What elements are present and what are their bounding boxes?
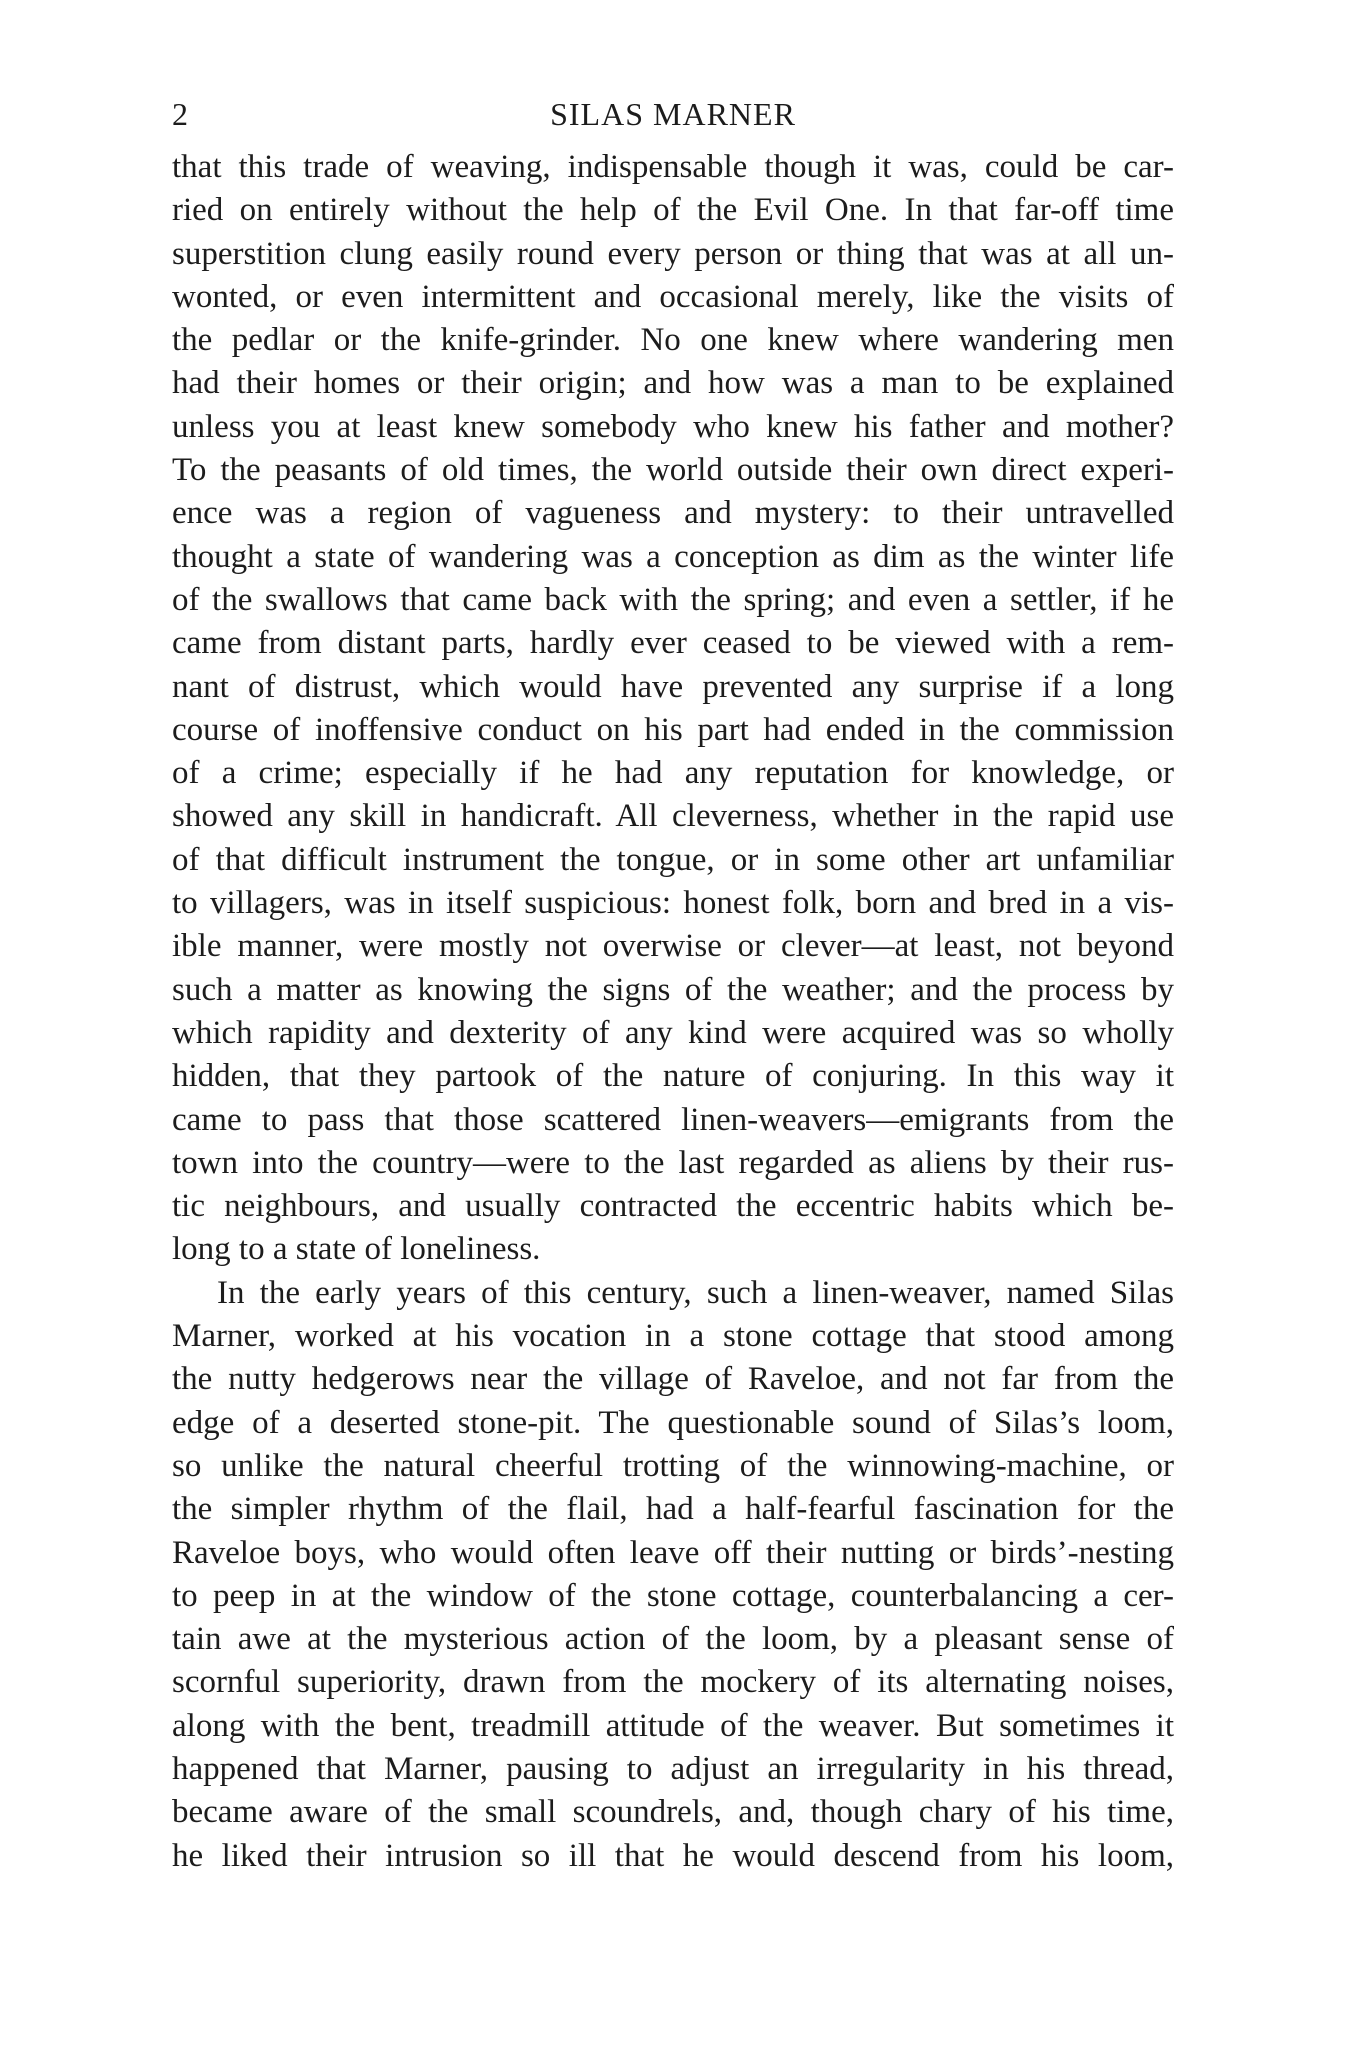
text-line: wonted, or even intermittent and occasional merely, like the visits of bbox=[172, 278, 1174, 315]
text-line: the nutty hedgerows near the village of Raveloe, and not far from the bbox=[172, 1361, 1174, 1398]
text-line: so unlike the natural cheerful trotting of the winnowing-machine, or bbox=[172, 1447, 1174, 1484]
text-line: of the swallows that came back with the spring; and even a settler, if he bbox=[172, 581, 1174, 618]
text-line: the pedlar or the knife-grinder. No one knew where wandering men bbox=[172, 322, 1174, 359]
text-line: showed any skill in handicraft. All cleverness, whether in the rapid use bbox=[172, 798, 1174, 835]
text-line: To the peasants of old times, the world outside their own direct experi- bbox=[172, 452, 1174, 489]
text-line: ible manner, were mostly not overwise or clever—at least, not beyond bbox=[172, 928, 1174, 965]
text-line: to villagers, was in itself suspicious: honest folk, born and bred in a vis- bbox=[172, 885, 1174, 922]
text-line: the simpler rhythm of the flail, had a half-fearful fascination for the bbox=[172, 1491, 1174, 1528]
text-line: tain awe at the mysterious action of the loom, by a pleasant sense of bbox=[172, 1621, 1174, 1658]
running-title: SILAS MARNER bbox=[550, 96, 796, 132]
text-line: came from distant parts, hardly ever ceased to be viewed with a rem- bbox=[172, 625, 1174, 662]
text-line: of a crime; especially if he had any reputation for knowledge, or bbox=[172, 755, 1174, 792]
page-number: 2 bbox=[172, 96, 189, 132]
text-line: hidden, that they partook of the nature of conjuring. In this way it bbox=[172, 1058, 1174, 1095]
text-line: In the early years of this century, such a linen-weaver, named Silas bbox=[217, 1274, 1174, 1311]
text-line: course of inoffensive conduct on his part had ended in the commission bbox=[172, 711, 1174, 748]
text-line: superstition clung easily round every person or thing that was at all un- bbox=[172, 235, 1174, 272]
text-line: which rapidity and dexterity of any kind were acquired was so wholly bbox=[172, 1014, 1174, 1051]
text-line: Raveloe boys, who would often leave off their nutting or birds’-nesting bbox=[172, 1534, 1174, 1571]
paragraph-1 bbox=[172, 146, 1174, 1272]
text-line: such a matter as knowing the signs of the weather; and the process by bbox=[172, 971, 1174, 1008]
text-line: to peep in at the window of the stone cottage, counterbalancing a cer- bbox=[172, 1577, 1174, 1614]
text-line: edge of a deserted stone-pit. The questionable sound of Silas’s loom, bbox=[172, 1404, 1174, 1441]
text-line: happened that Marner, pausing to adjust an irregularity in his thread, bbox=[172, 1750, 1174, 1787]
body-text bbox=[172, 146, 1174, 1878]
text-line: he liked their intrusion so ill that he would descend from his loom, bbox=[172, 1837, 1174, 1874]
text-line: unless you at least knew somebody who knew his father and mother? bbox=[172, 408, 1174, 445]
text-line: nant of distrust, which would have prevented any surprise if a long bbox=[172, 668, 1174, 705]
text-line: Marner, worked at his vocation in a stone cottage that stood among bbox=[172, 1318, 1174, 1355]
text-line: that this trade of weaving, indispensable though it was, could be car- bbox=[172, 149, 1174, 185]
text-line: town into the country—were to the last regarded as aliens by their rus- bbox=[172, 1144, 1174, 1181]
text-line: thought a state of wandering was a conception as dim as the winter life bbox=[172, 538, 1174, 575]
running-head bbox=[172, 96, 1174, 146]
book-page bbox=[172, 96, 1174, 1878]
text-line: of that difficult instrument the tongue, or in some other art unfamiliar bbox=[172, 841, 1174, 878]
paragraph-2 bbox=[172, 1272, 1174, 1878]
text-line: tic neighbours, and usually contracted the eccentric habits which be- bbox=[172, 1188, 1174, 1225]
text-line: became aware of the small scoundrels, and, though chary of his time, bbox=[172, 1794, 1174, 1831]
text-line: had their homes or their origin; and how was a man to be explained bbox=[172, 365, 1174, 402]
text-line: long to a state of loneliness. bbox=[172, 1231, 541, 1268]
text-line: scornful superiority, drawn from the mockery of its alternating noises, bbox=[172, 1664, 1174, 1701]
text-line: ence was a region of vagueness and mystery: to their untravelled bbox=[172, 495, 1174, 532]
text-line: along with the bent, treadmill attitude of the weaver. But sometimes it bbox=[172, 1707, 1174, 1744]
text-line: ried on entirely without the help of the Evil One. In that far-off time bbox=[172, 192, 1174, 229]
text-line: came to pass that those scattered linen-weavers—emigrants from the bbox=[172, 1101, 1174, 1138]
